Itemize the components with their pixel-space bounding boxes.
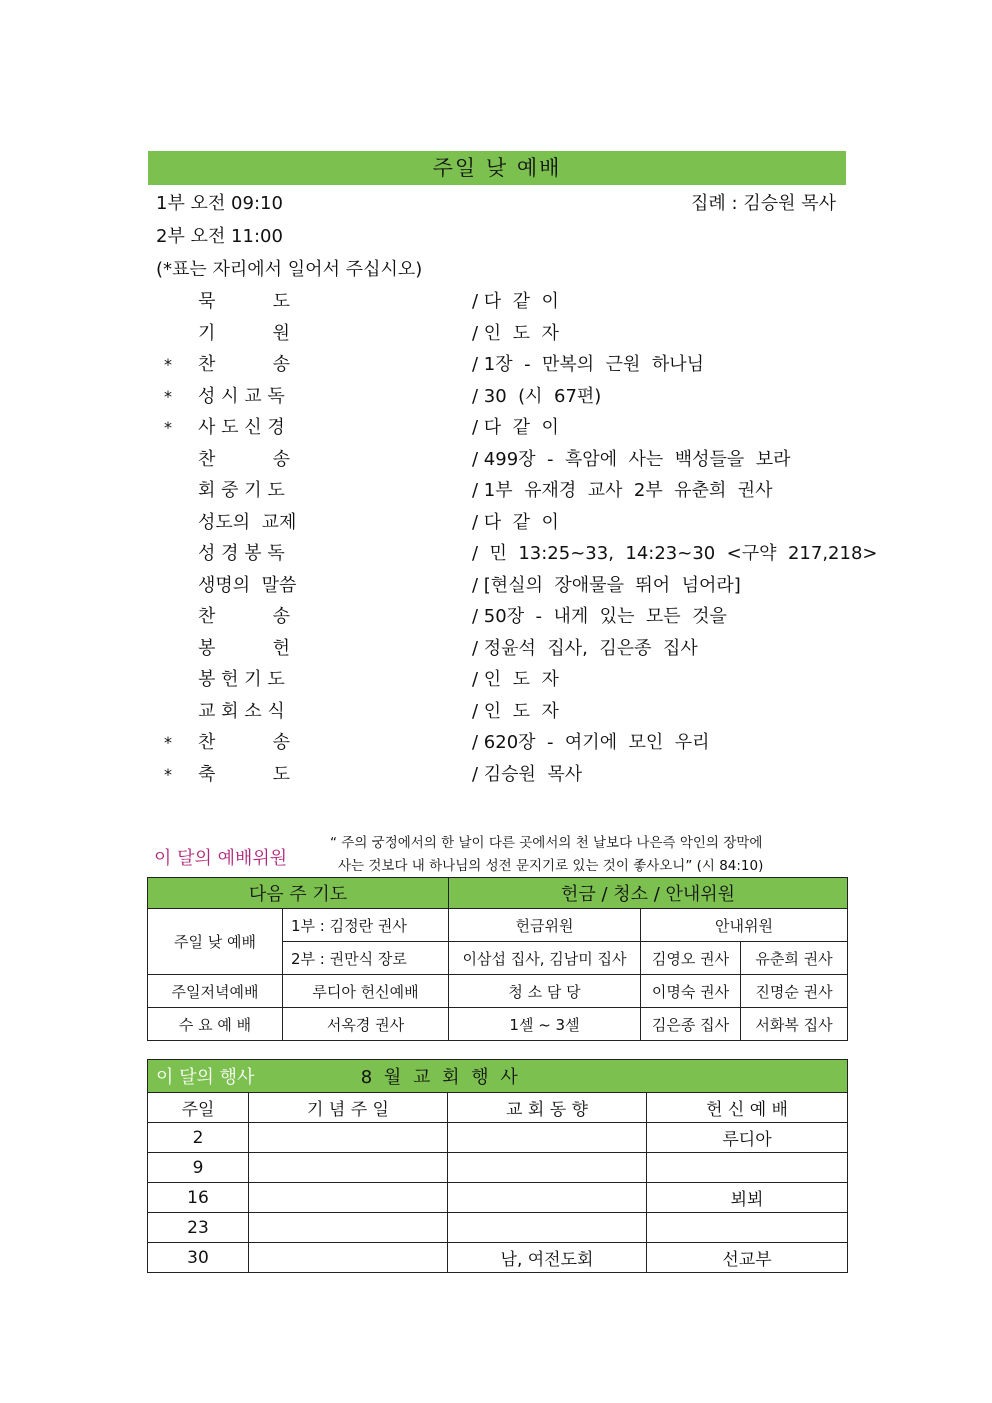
- order-item-name: 회 중 기 도: [198, 480, 285, 501]
- order-item: [148, 507, 846, 539]
- scripture-quote: [330, 832, 763, 878]
- event-cell-day: 30: [148, 1243, 249, 1273]
- column-header-memorial: 기 념 주 일: [249, 1093, 448, 1123]
- order-item-name: 생명의 말씀: [198, 574, 297, 596]
- table-row: [148, 1123, 848, 1153]
- event-cell-memorial: [249, 1183, 448, 1213]
- order-item-detail: / 1장 - 만복의 근원 하나님: [472, 354, 704, 375]
- committee-title: 이 달의 예배위원: [154, 848, 288, 869]
- wednesday-prayer: 서옥경 권사: [283, 1008, 449, 1041]
- quote-line-2: 사는 것보다 내 하나님의 성전 문지기로 있는 것이 좋사오니” (시 84:10): [338, 858, 764, 874]
- events-header: [148, 1060, 848, 1093]
- events-table: [147, 1059, 848, 1273]
- standing-note-line: [148, 253, 846, 286]
- event-cell-day: 23: [148, 1213, 249, 1243]
- order-item-name: 성 시 교 독: [198, 385, 285, 407]
- standing-marker: *: [164, 386, 172, 406]
- order-item-name: 기 원: [198, 322, 290, 344]
- order-item-detail: / 30 (시 67편): [472, 385, 602, 407]
- evening-prayer: 루디아 헌신예배: [283, 975, 449, 1008]
- order-item-detail: / 인 도 자: [472, 700, 559, 722]
- order-item-name: 사 도 신 경: [198, 417, 285, 438]
- event-cell-dedication: 선교부: [647, 1243, 848, 1273]
- order-item-detail: / 다 같 이: [472, 291, 559, 312]
- order-item-name: 봉 헌 기 도: [198, 669, 285, 690]
- table-row: [148, 1213, 848, 1243]
- event-cell-day: 16: [148, 1183, 249, 1213]
- second-service-time: 2부 오전 11:00: [156, 226, 283, 247]
- order-item: [148, 538, 878, 570]
- next-prayer-header: 다음 주 기도: [148, 878, 449, 909]
- event-cell-memorial: [249, 1153, 448, 1183]
- quote-line-1: “ 주의 궁정에서의 한 날이 다른 곳에서의 천 날보다 나은즉 악인의 장막에: [330, 835, 763, 851]
- sunday-service-label: 주일 낮 예배: [148, 909, 283, 975]
- first-service-line: [148, 187, 846, 220]
- order-item-name: 찬 송: [198, 354, 290, 375]
- cleaning-cells: 1셀 ~ 3셀: [449, 1008, 641, 1041]
- order-item-name: 축 도: [198, 763, 290, 785]
- table-row: [148, 1153, 848, 1183]
- order-item: [148, 412, 846, 444]
- cleaning-label: 청 소 담 당: [449, 975, 641, 1008]
- event-cell-memorial: [249, 1243, 448, 1273]
- event-cell-news: [448, 1213, 647, 1243]
- standing-marker: *: [164, 733, 172, 752]
- order-item-detail: / 499장 - 흑암에 사는 백성들을 보라: [472, 448, 791, 470]
- order-item-detail: / 인 도 자: [472, 669, 559, 690]
- event-cell-day: 9: [148, 1153, 249, 1183]
- volunteers-header: 헌금 / 청소 / 안내위원: [449, 878, 848, 909]
- order-item-detail: / 다 같 이: [472, 417, 559, 438]
- column-header-day: 주일: [148, 1093, 249, 1123]
- event-cell-dedication: [647, 1213, 848, 1243]
- standing-marker: *: [164, 355, 172, 374]
- sunday-first-prayer: 1부 : 김정란 권사: [283, 909, 449, 942]
- event-cell-dedication: 뵈뵈: [647, 1183, 848, 1213]
- order-item-name: 봉 헌: [198, 637, 290, 659]
- order-item: [148, 570, 846, 602]
- events-label: 이 달의 행사: [156, 1067, 255, 1088]
- order-item-detail: / 620장 - 여기에 모인 우리: [472, 732, 710, 753]
- event-cell-memorial: [249, 1123, 448, 1153]
- column-header-news: 교 회 동 향: [448, 1093, 647, 1123]
- order-item-detail: / 50장 - 내게 있는 모든 것을: [472, 606, 727, 627]
- event-cell-news: 남, 여전도회: [448, 1243, 647, 1273]
- usher-committee-label: 안내위원: [641, 909, 848, 942]
- usher-name-4: 진명순 권사: [741, 975, 848, 1008]
- usher-name-5: 김은종 집사: [641, 1008, 741, 1041]
- order-item-name: 찬 송: [198, 448, 290, 470]
- order-item-detail: / 정윤석 집사, 김은종 집사: [472, 637, 698, 659]
- order-item: [148, 475, 846, 507]
- service-leader: 집례 : 김승원 목사: [691, 193, 836, 214]
- order-item: [148, 696, 846, 728]
- order-item: [148, 759, 846, 791]
- order-item-detail: / 인 도 자: [472, 322, 559, 344]
- order-item: [148, 633, 846, 665]
- offering-names: 이삼섭 집사, 김남미 집사: [449, 942, 641, 975]
- order-of-service: [148, 286, 878, 790]
- table-row: [148, 1183, 848, 1213]
- order-item-name: 찬 송: [198, 732, 290, 753]
- standing-marker: *: [164, 418, 172, 437]
- first-service-time: 1부 오전 09:10: [156, 193, 283, 214]
- events-title: 8 월 교 회 행 사: [360, 1067, 521, 1088]
- committee-table: [147, 877, 848, 1041]
- event-cell-memorial: [249, 1213, 448, 1243]
- order-item-name: 교 회 소 식: [198, 700, 285, 722]
- committee-header: [148, 832, 848, 878]
- order-item-name: 성도의 교제: [198, 511, 297, 533]
- worship-section: [148, 151, 878, 790]
- column-header-dedication: 헌 신 예 배: [647, 1093, 848, 1123]
- order-item: [148, 286, 846, 318]
- order-item-name: 묵 도: [198, 291, 290, 312]
- order-item: [148, 664, 846, 696]
- order-item-detail: / [현실의 장애물을 뛰어 넘어라]: [472, 574, 741, 596]
- order-item: [148, 381, 846, 413]
- order-item: [148, 444, 846, 476]
- event-cell-day: 2: [148, 1123, 249, 1153]
- order-item: [148, 318, 846, 350]
- usher-name-1: 김영오 권사: [641, 942, 741, 975]
- wednesday-service-label: 수 요 예 배: [148, 1008, 283, 1041]
- order-item: [148, 349, 846, 381]
- order-item-name: 찬 송: [198, 606, 290, 627]
- offering-committee-label: 헌금위원: [449, 909, 641, 942]
- event-cell-dedication: 루디아: [647, 1123, 848, 1153]
- order-item: [148, 727, 846, 759]
- usher-name-2: 유춘희 권사: [741, 942, 848, 975]
- sunday-second-prayer: 2부 : 권만식 장로: [283, 942, 449, 975]
- order-item-detail: / 다 같 이: [472, 511, 559, 533]
- event-cell-news: [448, 1183, 647, 1213]
- order-item-detail: / 1부 유재경 교사 2부 유춘희 권사: [472, 480, 773, 501]
- order-item-detail: / 민 13:25~33, 14:23~30 <구약 217,218>: [472, 543, 878, 564]
- worship-title: 주일 낮 예배: [148, 151, 846, 185]
- evening-service-label: 주일저녁예배: [148, 975, 283, 1008]
- second-service-line: [148, 220, 846, 253]
- event-cell-news: [448, 1153, 647, 1183]
- standing-marker: *: [164, 764, 172, 784]
- order-item-detail: / 김승원 목사: [472, 763, 583, 785]
- usher-name-3: 이명숙 권사: [641, 975, 741, 1008]
- order-item-name: 성 경 봉 독: [198, 543, 285, 564]
- event-cell-dedication: [647, 1153, 848, 1183]
- table-row: [148, 1243, 848, 1273]
- standing-note: (*표는 자리에서 일어서 주십시오): [156, 259, 423, 280]
- order-item: [148, 601, 846, 633]
- usher-name-6: 서화복 집사: [741, 1008, 848, 1041]
- event-cell-news: [448, 1123, 647, 1153]
